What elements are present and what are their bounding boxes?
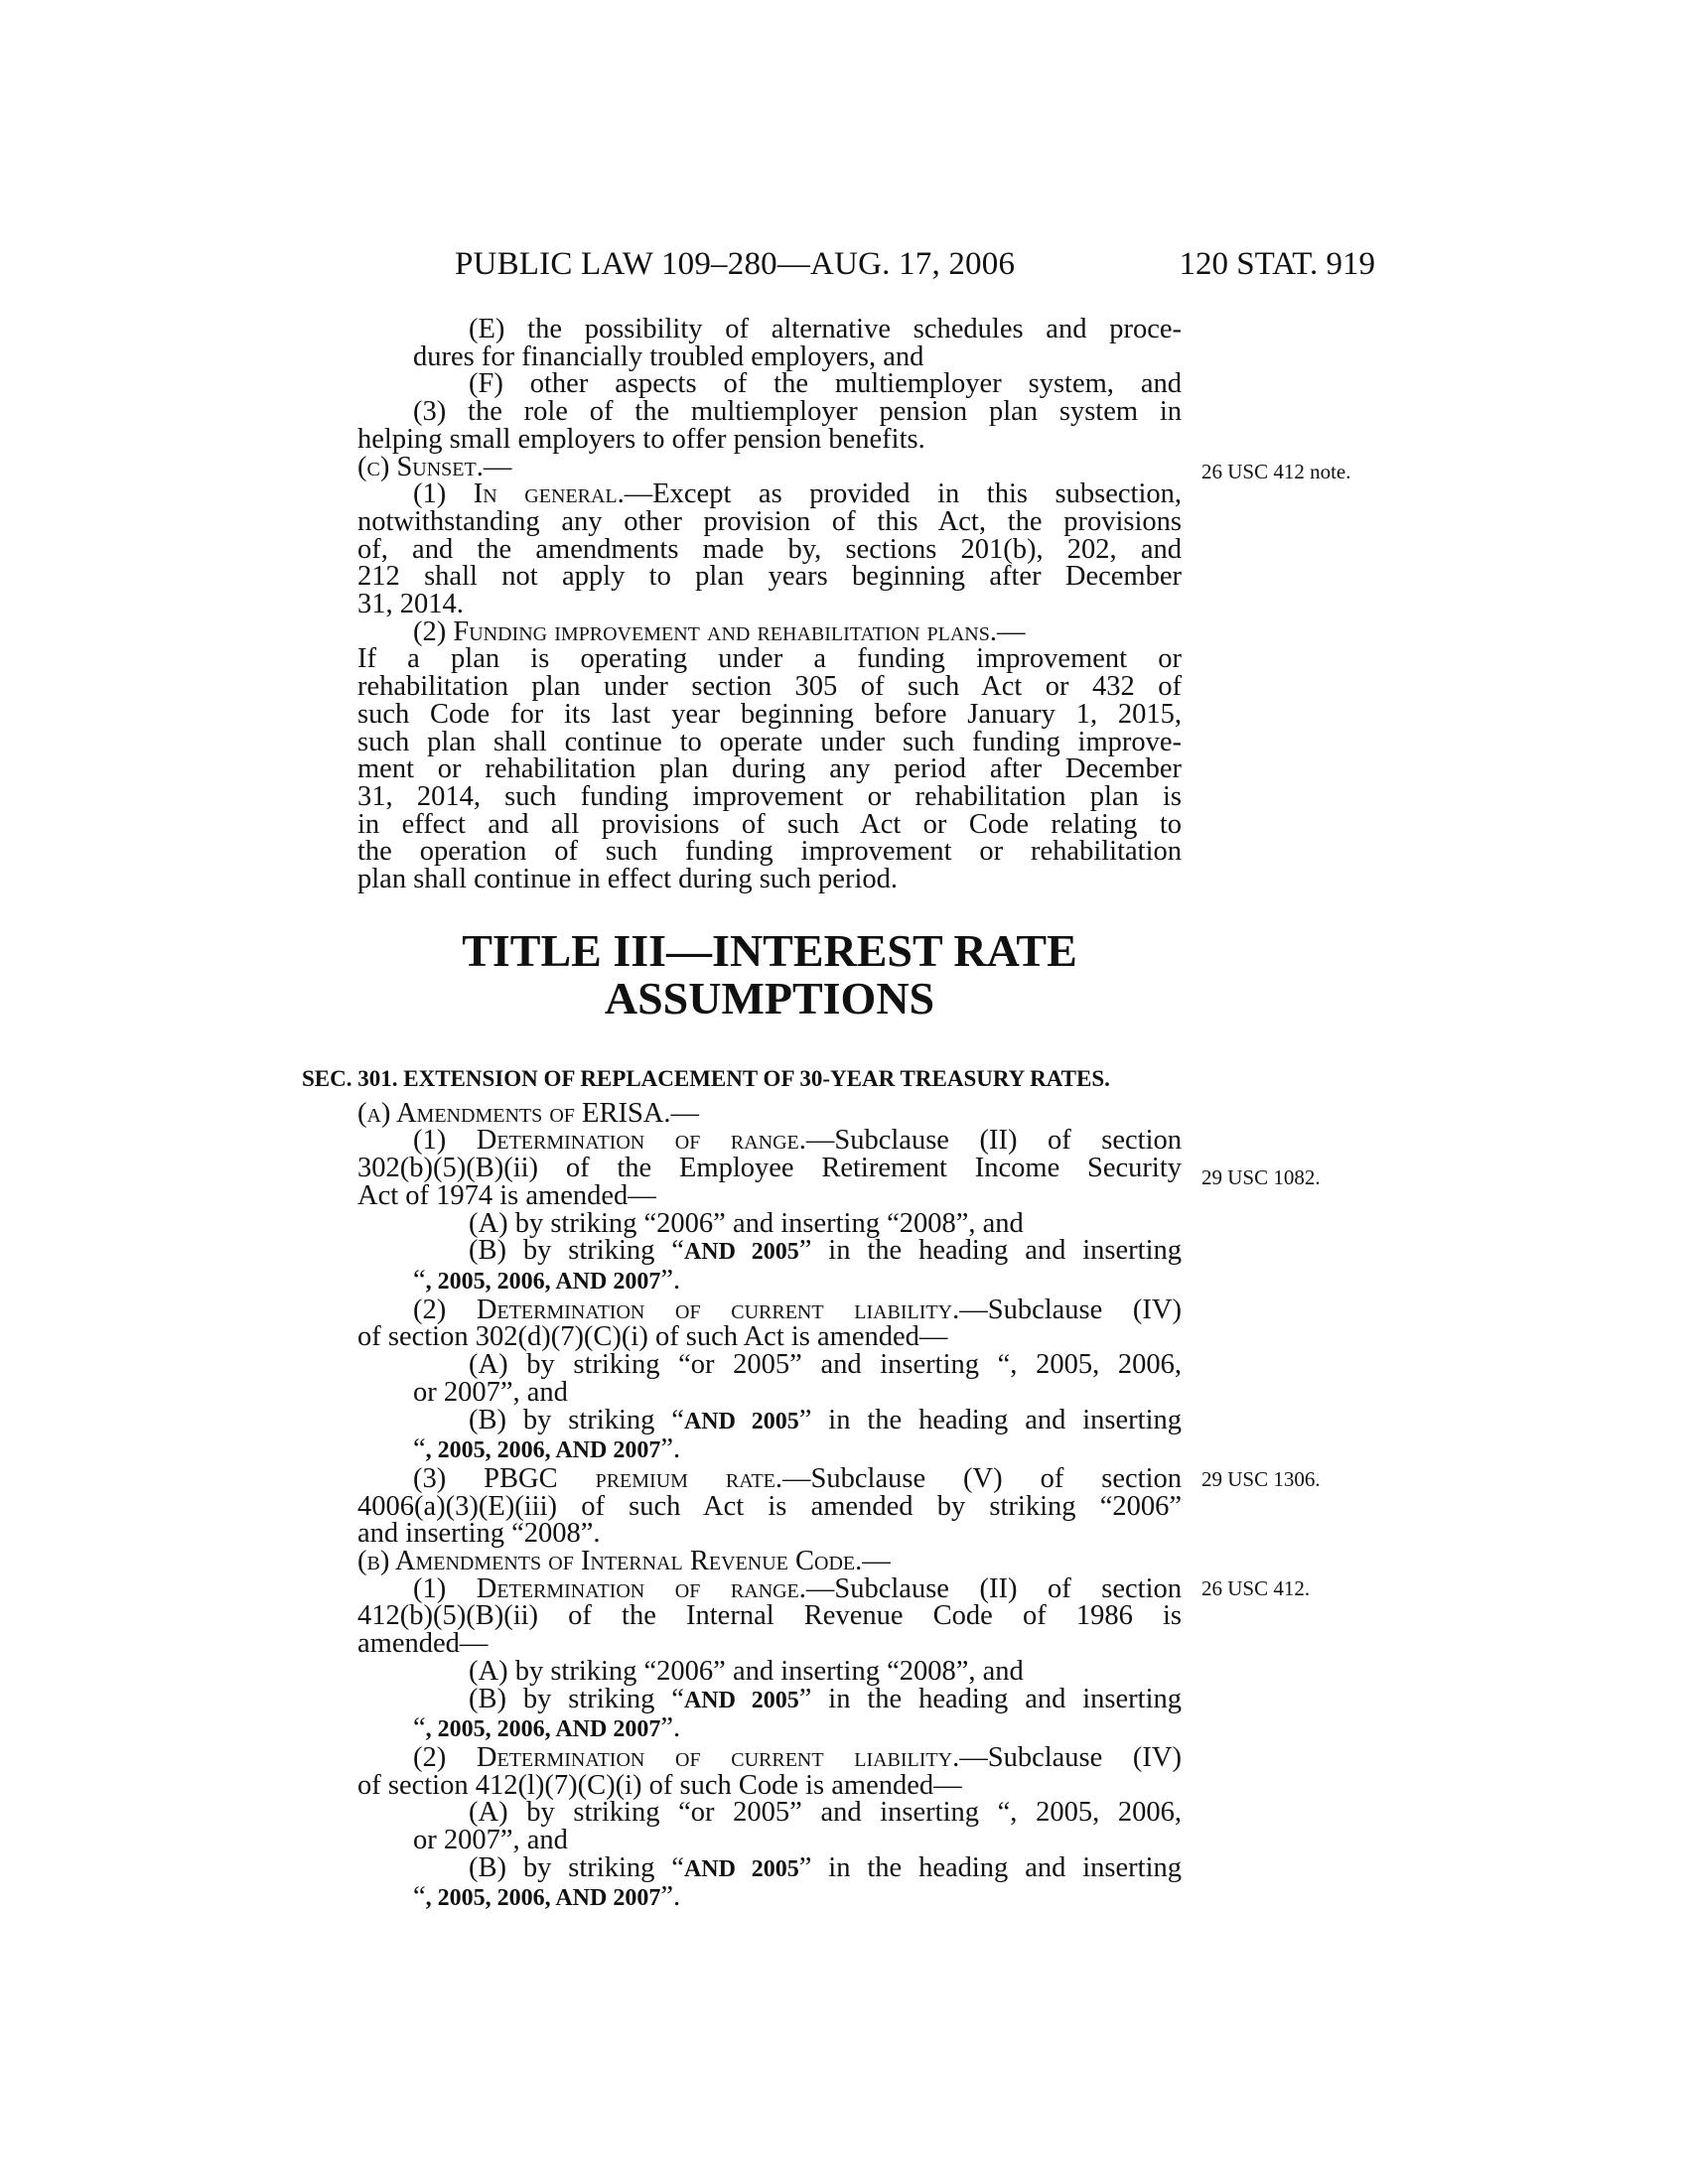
text-line: (3) the role of the multiemployer pension plan system in xyxy=(413,396,1182,428)
quoted-heading: , 2005, 2006, AND 2007 xyxy=(425,1716,661,1743)
title-line: ASSUMPTIONS xyxy=(604,972,935,1024)
text-line: If a plan is operating under a funding improvement or xyxy=(357,643,1182,675)
page-header xyxy=(357,246,1375,286)
title-heading xyxy=(357,924,1182,1024)
text-run: ”. xyxy=(660,1264,681,1296)
title-line: TITLE III—INTEREST RATE xyxy=(462,924,1077,976)
quoted-heading: , 2005, 2006, AND 2007 xyxy=(425,1885,661,1912)
text-run: “ xyxy=(413,1712,426,1744)
paragraph-line xyxy=(357,480,1182,508)
text-line: such Code for its last year beginning before January 1, 2015, xyxy=(357,698,1182,730)
subsection-heading: (b) Amendments of Internal Revenue Code.— xyxy=(357,1546,891,1577)
text-line xyxy=(357,1883,1182,1913)
text-line: of section 302(d)(7)(C)(i) of such Act is amended— xyxy=(357,1321,948,1353)
margin-note: 26 USC 412. xyxy=(1201,1576,1311,1600)
text-run: (B) by striking “ xyxy=(469,1851,684,1883)
text-line xyxy=(357,1264,1182,1297)
text-run: (B) by striking “ xyxy=(469,1235,684,1267)
paragraph-line xyxy=(357,1294,1182,1325)
text-line: 31, 2014. xyxy=(357,589,464,620)
paragraph-line xyxy=(357,1462,1182,1494)
text-run: ” in the heading and inserting xyxy=(798,1404,1182,1435)
text-line: 302(b)(5)(B)(ii) of the Employee Retirement Income Security xyxy=(357,1153,1182,1184)
text-run: ” in the heading and inserting xyxy=(798,1851,1182,1883)
text-line: in effect and all provisions of such Act or Code relating to xyxy=(357,808,1182,840)
text-line xyxy=(357,1851,1182,1884)
text-run: “ xyxy=(413,1264,426,1296)
text-run: (B) by striking “ xyxy=(469,1683,684,1714)
paragraph-heading: (1) Determination of range. xyxy=(413,1572,806,1604)
text-run: —Subclause (II) of section xyxy=(805,1125,1182,1157)
text-line: rehabilitation plan under section 305 of such Act or 432 of xyxy=(357,671,1182,703)
text-line xyxy=(357,1683,1182,1715)
paragraph-line xyxy=(357,1741,1182,1773)
text-run: —Except as provided in this subsection, xyxy=(624,478,1182,510)
running-title: PUBLIC LAW 109–280—AUG. 17, 2006 xyxy=(455,246,1016,282)
quoted-heading: AND 2005 xyxy=(683,1408,799,1434)
text-line: or 2007”, and xyxy=(413,1825,568,1856)
quoted-heading: AND 2005 xyxy=(683,1855,799,1882)
text-run: ” in the heading and inserting xyxy=(798,1235,1182,1267)
text-run: —Subclause (IV) xyxy=(959,1741,1182,1773)
document-body xyxy=(302,314,1182,1913)
text-line: Act of 1974 is amended— xyxy=(357,1179,656,1211)
text-line: 31, 2014, such funding improvement or rehabilitation plan is xyxy=(357,780,1182,812)
quoted-heading: , 2005, 2006, AND 2007 xyxy=(425,1437,661,1464)
margin-note: 29 USC 1082. xyxy=(1201,1165,1321,1189)
paragraph-heading: (1) Determination of range. xyxy=(413,1125,806,1157)
text-line: such plan shall continue to operate under such funding improve- xyxy=(357,726,1182,757)
paragraph-heading: (2) Determination of current liability. xyxy=(413,1741,960,1773)
text-run: (B) by striking “ xyxy=(469,1404,684,1435)
paragraph-heading: (2) Determination of current liability. xyxy=(413,1294,960,1325)
text-line: (F) other aspects of the multiemployer system, and xyxy=(469,368,1182,400)
text-line: (A) by striking “or 2005” and inserting “, 2005, 2006, xyxy=(469,1349,1182,1381)
section-heading: SEC. 301. EXTENSION OF REPLACEMENT OF 30-YEAR TREASURY RATES. xyxy=(302,1065,1110,1091)
paragraph-heading: (2) Funding improvement and rehabilitation plans.— xyxy=(413,615,1026,647)
text-line: 4006(a)(3)(E)(iii) of such Act is amended by striking “2006” xyxy=(357,1490,1182,1522)
text-line: of, and the amendments made by, sections 201(b), 202, and xyxy=(357,533,1182,565)
paragraph-line xyxy=(357,1127,1182,1155)
text-run: —Subclause (II) of section xyxy=(805,1572,1182,1604)
text-line xyxy=(357,1435,1182,1465)
text-line: plan shall continue in effect during such period. xyxy=(357,864,898,895)
text-line xyxy=(357,1237,1182,1267)
text-line xyxy=(357,1404,1182,1436)
subsection-heading: (c) Sunset.— xyxy=(357,451,512,482)
text-run: ”. xyxy=(660,1433,681,1465)
text-run: “ xyxy=(413,1881,426,1913)
margin-note: 26 USC 412 note. xyxy=(1201,460,1351,483)
text-line: amended— xyxy=(357,1628,489,1660)
quoted-heading: , 2005, 2006, AND 2007 xyxy=(425,1268,661,1295)
paragraph-heading: (1) In general. xyxy=(413,478,625,510)
text-run: ”. xyxy=(660,1712,681,1744)
text-line: or 2007”, and xyxy=(413,1376,568,1408)
subsection-heading: (a) Amendments of ERISA.— xyxy=(357,1097,700,1129)
paragraph-heading: (3) PBGC premium rate. xyxy=(413,1462,783,1494)
text-line: 212 shall not apply to plan years beginning after December xyxy=(357,561,1182,593)
text-run: ” in the heading and inserting xyxy=(798,1683,1182,1714)
text-run: “ xyxy=(413,1433,426,1465)
text-run: —Subclause (V) of section xyxy=(782,1462,1182,1494)
margin-note: 29 USC 1306. xyxy=(1201,1467,1321,1491)
quoted-heading: AND 2005 xyxy=(683,1687,799,1713)
text-line: (A) by striking “or 2005” and inserting “, 2005, 2006, xyxy=(469,1797,1182,1829)
text-line: dures for financially troubled employers, and xyxy=(413,341,924,372)
text-line: (A) by striking “2006” and inserting “2008”, and xyxy=(469,1207,1024,1239)
text-run: —Subclause (IV) xyxy=(959,1294,1182,1325)
paragraph-line xyxy=(357,1572,1182,1604)
text-line: 412(b)(5)(B)(ii) of the Internal Revenue Code of 1986 is xyxy=(357,1600,1182,1632)
text-line: ment or rehabilitation plan during any period after December xyxy=(357,753,1182,785)
text-line: helping small employers to offer pension benefits. xyxy=(357,423,925,455)
text-line xyxy=(357,1714,1182,1744)
text-line: notwithstanding any other provision of this Act, the provisions xyxy=(357,505,1182,537)
text-run: ”. xyxy=(660,1881,681,1913)
quoted-heading: AND 2005 xyxy=(683,1239,799,1266)
text-line: the operation of such funding improvement or rehabilitation xyxy=(357,836,1182,868)
text-line: (A) by striking “2006” and inserting “2008”, and xyxy=(469,1655,1024,1687)
text-line: and inserting “2008”. xyxy=(357,1518,601,1550)
text-line: of section 412(l)(7)(C)(i) of such Code is amended— xyxy=(357,1769,962,1801)
page-stat-number: 120 STAT. 919 xyxy=(1179,246,1375,282)
text-line: (E) the possibility of alternative schedules and proce- xyxy=(469,314,1182,344)
